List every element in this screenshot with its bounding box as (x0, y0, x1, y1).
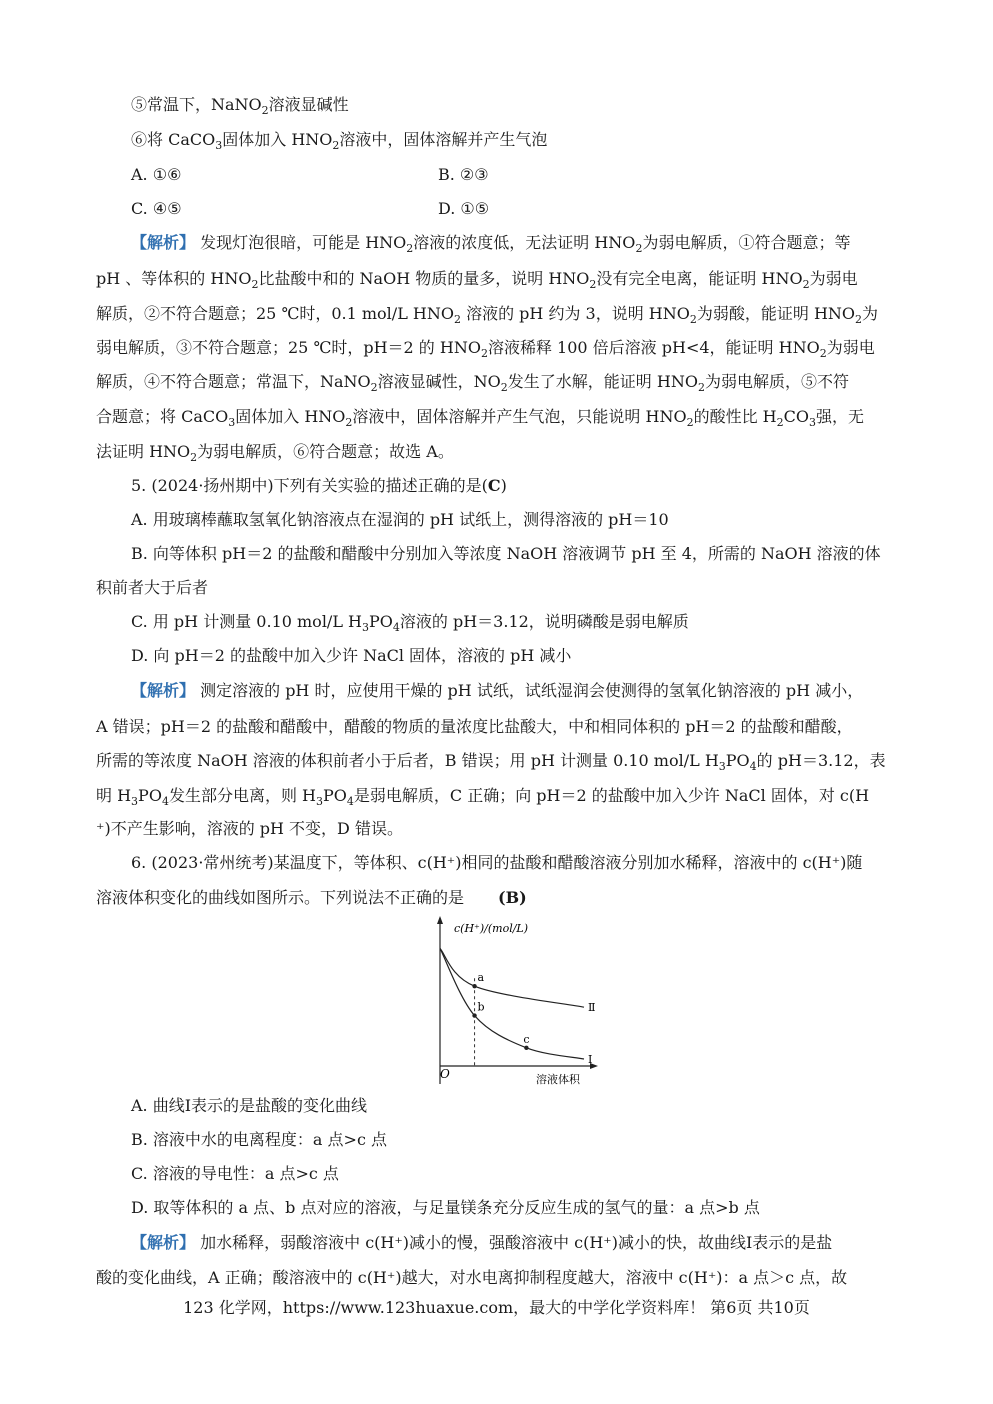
analysis-tag: 【解析】 (131, 1233, 196, 1252)
analysis-4-line-4: 弱电解质，③不符合题意；25 ℃时，pH＝2 的 $HNO_2$溶液稀释 100 倍后溶液 pH<4，能证明 $HNO_2$为弱电 (96, 338, 875, 360)
analysis-6-line-2: 酸的变化曲线，A 正确；酸溶液中的 c(H⁺)越大，对水电离抑制程度越大，溶液中 c(H⁺)：a 点＞c 点，故 (96, 1268, 848, 1287)
question-5-answer: C (487, 476, 501, 495)
statement-6: ⑥将 CaCO$_3$固体加入 $HNO_2$溶液中，固体溶解并产生气泡 (131, 130, 548, 152)
analysis-5-line-2: A 错误；pH＝2 的盐酸和醋酸中，醋酸的物质的量浓度比盐酸大，中和相同体积的 pH＝2 的盐酸和醋酸， (96, 717, 853, 736)
dilution-chart (428, 916, 598, 1088)
page-footer: 123 化学网，https://www.123huaxue.com，最大的中学化学资料库！ 第6页 共10页 (183, 1298, 810, 1317)
question-6-stem-2: 溶液体积变化的曲线如图所示。下列说法不正确的是 (B) (96, 888, 527, 907)
y-axis-arrow (437, 916, 443, 924)
analysis-4-line-1: 【解析】 发现灯泡很暗，可能是 $HNO_2$溶液的浓度低，无法证明 $HNO_2$为弱电解质，①符合题意；等 (131, 233, 851, 255)
series-label-II: Ⅱ (588, 1001, 596, 1015)
question-6-answer: (B) (498, 888, 527, 907)
series-line-II (440, 948, 584, 1007)
q4-option-a: A. ①⑥ (131, 165, 182, 184)
analysis-5-line-5: ⁺)不产生影响，溶液的 pH 不变，D 错误。 (96, 819, 403, 838)
analysis-4-line-5: 解质，④不符合题意；常温下，NaNO$_2$溶液显碱性，$NO_2$发生了水解，能证明 $HNO_2$为弱电解质，⑤不符 (96, 372, 849, 394)
point-a (472, 984, 476, 988)
question-5-stem: 5. (2024·扬州期中)下列有关实验的描述正确的是(C) (131, 476, 507, 495)
series-label-I: Ⅰ (588, 1053, 593, 1066)
q5-option-d: D. 向 pH＝2 的盐酸中加入少许 NaCl 固体，溶液的 pH 减小 (131, 646, 572, 665)
analysis-4-line-6: 合题意；将 CaCO$_3$固体加入 $HNO_2$溶液中，固体溶解并产生气泡，只能说明 $HNO_2$的酸性比 $H_2CO_3$强，无 (96, 407, 864, 429)
origin-label: O (440, 1067, 450, 1081)
q4-option-b: B. ②③ (438, 165, 489, 184)
q6-option-d: D. 取等体积的 a 点、b 点对应的溶液，与足量镁条充分反应生成的氢气的量：a 点>b 点 (131, 1198, 760, 1217)
x-axis-label: 溶液体积 (536, 1073, 580, 1086)
analysis-5-line-1: 【解析】 测定溶液的 pH 时，应使用干燥的 pH 试纸，试纸湿润会使测得的氢氧化钠溶液的 pH 减小， (131, 681, 864, 700)
analysis-4-line-3: 解质，②不符合题意；25 ℃时，0.1 mol/L $HNO_2$ 溶液的 pH 约为 3，说明 $HNO_2$为弱酸，能证明 $HNO_2$为 (96, 304, 879, 326)
question-6-stem-1: 6. (2023·常州统考)某温度下，等体积、c(H⁺)相同的盐酸和醋酸溶液分别加水稀释，溶液中的 c(H⁺)随 (131, 853, 863, 872)
q5-option-c: C. 用 pH 计测量 0.10 mol/L $H_3PO_4$溶液的 pH＝3.12，说明磷酸是弱电解质 (131, 612, 689, 634)
q5-option-a: A. 用玻璃棒蘸取氢氧化钠溶液点在湿润的 pH 试纸上，测得溶液的 pH＝10 (131, 510, 669, 529)
point-label-c: c (523, 1032, 530, 1046)
q6-option-c: C. 溶液的导电性：a 点>c 点 (131, 1164, 339, 1183)
analysis-tag: 【解析】 (131, 681, 196, 700)
point-c (524, 1046, 528, 1050)
statement-5: ⑤常温下，NaNO$_2$溶液显碱性 (131, 95, 349, 117)
q6-option-b: B. 溶液中水的电离程度：a 点>c 点 (131, 1130, 388, 1149)
q4-option-d: D. ①⑤ (438, 199, 490, 218)
point-label-b: b (477, 1000, 485, 1014)
q6-option-a: A. 曲线Ⅰ表示的是盐酸的变化曲线 (131, 1096, 368, 1115)
analysis-5-line-3: 所需的等浓度 NaOH 溶液的体积前者小于后者，B 错误；用 pH 计测量 0.10 mol/L $H_3PO_4$的 pH＝3.12，表 (96, 751, 886, 773)
analysis-4-line-7: 法证明 $HNO_2$为弱电解质，⑥符合题意；故选 A。 (96, 442, 454, 464)
q5-option-b-line-1: B. 向等体积 pH＝2 的盐酸和醋酸中分别加入等浓度 NaOH 溶液调节 pH 至 4，所需的 NaOH 溶液的体 (131, 544, 881, 563)
analysis-4-line-2: pH 、等体积的 $HNO_2$比盐酸中和的 NaOH 物质的量多，说明 $HNO_2$没有完全电离，能证明 $HNO_2$为弱电 (96, 269, 858, 291)
point-label-a: a (477, 971, 485, 985)
analysis-5-line-4: 明 $H_3PO_4$发生部分电离，则 $H_3PO_4$是弱电解质，C 正确；向 pH＝2 的盐酸中加入少许 NaCl 固体，对 c(H (96, 786, 870, 808)
q5-option-b-line-2: 积前者大于后者 (96, 578, 209, 597)
analysis-6-line-1: 【解析】 加水稀释，弱酸溶液中 c(H⁺)减小的慢，强酸溶液中 c(H⁺)减小的快，故曲线Ⅰ表示的是盐 (131, 1233, 833, 1252)
q4-option-c: C. ④⑤ (131, 199, 182, 218)
point-b (472, 1013, 476, 1017)
analysis-tag: 【解析】 (131, 233, 196, 252)
y-axis-label: c(H⁺)/(mol/L) (454, 922, 529, 935)
